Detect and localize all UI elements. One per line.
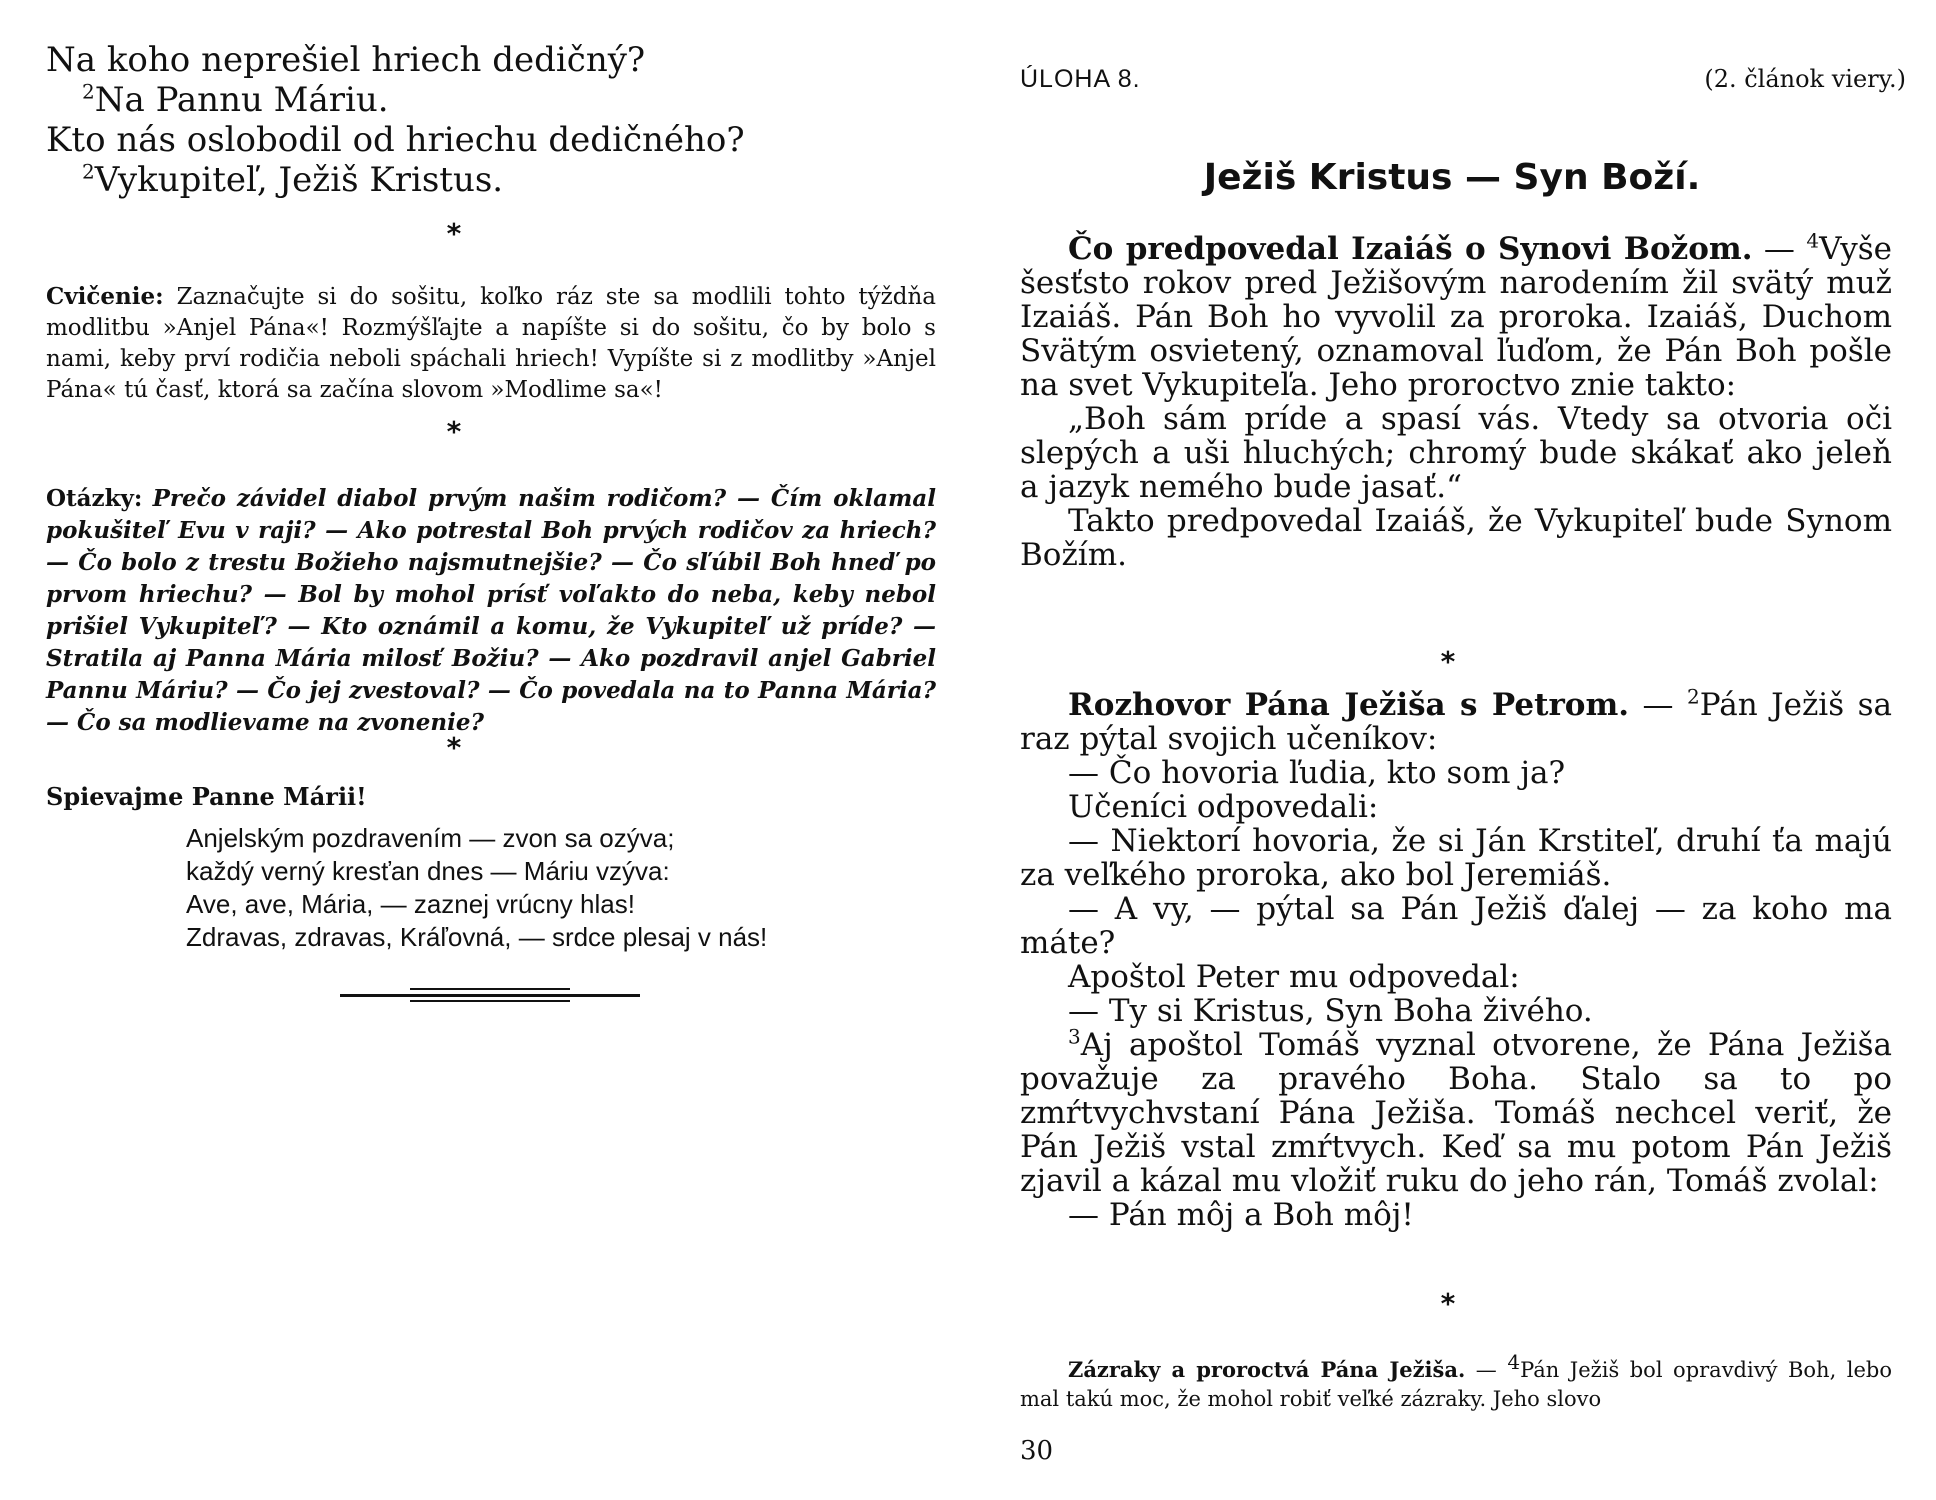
answer-2-text: Vykupiteľ, Ježiš Kristus. bbox=[94, 160, 504, 200]
song-line: Ave, ave, Mária, — zaznej vrúcny hlas! bbox=[186, 889, 635, 919]
song-line: každý verný kresťan dnes — Máriu vzýva: bbox=[186, 856, 670, 886]
miracles-text: Pán Ježiš bol opravdivý Boh, lebo mal takú moc, že mohol robiť veľké zázraky. Jeho slovo bbox=[1020, 1358, 1892, 1411]
star-divider: * bbox=[446, 731, 462, 764]
answer-2 bbox=[46, 160, 926, 200]
exercise-text: Zaznačujte si do sošitu, koľko ráz ste sa modlili tohto týždňa modlitbu »Anjel Pána«! Rozmýšľajte a napíšte si do sošitu, čo by bolo s nami, keby prví rodičia neboli spáchali hriech! Vypíšte si z modlitby »Anjel Pána« tú časť, ktorá sa začína slovom »Modlime sa«! bbox=[46, 284, 936, 403]
right-page bbox=[968, 0, 1936, 1500]
questions-paragraph bbox=[46, 483, 936, 739]
star-divider: * bbox=[1440, 1287, 1456, 1320]
lesson-title: Ježiš Kristus — Syn Boží. bbox=[1203, 157, 1701, 198]
song-line: Anjelským pozdravením — zvon sa ozýva; bbox=[186, 823, 675, 853]
question-2: Kto nás oslobodil od hriechu dedičného? bbox=[46, 120, 745, 160]
answer-1-text: Na Pannu Máriu. bbox=[94, 80, 389, 120]
catechism-qa bbox=[46, 40, 926, 200]
verse-number: 2 bbox=[82, 79, 95, 104]
verse-number: 4 bbox=[1806, 228, 1820, 253]
dialogue-line: — A vy, — pýtal sa Pán Ježiš ďalej — za koho ma máte? bbox=[1020, 891, 1892, 961]
section-peter bbox=[1020, 684, 1892, 1233]
star-divider: * bbox=[1440, 645, 1456, 678]
song-line: Zdravas, zdravas, Kráľovná, — srdce plesaj v nás! bbox=[186, 922, 768, 952]
dialogue-line: — Niektorí hovoria, že si Ján Krstiteľ, druhí ťa majú za veľkého proroka, ako bol Jeremiáš. bbox=[1020, 823, 1892, 893]
page-number: 30 bbox=[1020, 1436, 1054, 1466]
section-isaiah bbox=[1020, 228, 1892, 573]
isaiah-closing: Takto predpovedal Izaiáš, že Vykupiteľ bude Synom Božím. bbox=[1020, 503, 1892, 573]
dialogue-line: Apoštol Peter mu odpovedal: bbox=[1068, 959, 1520, 995]
verse-number: 4 bbox=[1507, 1350, 1521, 1374]
verse-number: 3 bbox=[1068, 1024, 1081, 1049]
dialogue-line: — Čo hovoria ľudia, kto som ja? bbox=[1068, 755, 1566, 791]
section-label: Čo predpovedal Izaiáš o Synovi Božom. bbox=[1068, 231, 1753, 267]
section-miracles: Zázraky a proroctvá Pána Ježiša. — 4Pán Ježiš bol opravdivý Boh, lebo mal takú moc, že mohol robiť veľké zázraky. Jeho slovo bbox=[1020, 1350, 1892, 1411]
verse-number: 2 bbox=[82, 159, 95, 184]
star-divider: * bbox=[446, 217, 462, 250]
article-reference: (2. článok viery.) bbox=[1704, 65, 1906, 93]
question-1: Na koho neprešiel hriech dedičný? bbox=[46, 40, 646, 80]
dialogue-line: Učeníci odpovedali: bbox=[1068, 789, 1379, 825]
end-ornament-rule bbox=[340, 986, 640, 1002]
song-verse bbox=[186, 822, 767, 954]
section-label: Rozhovor Pána Ježiša s Petrom. bbox=[1068, 687, 1630, 723]
thomas-paragraph bbox=[1020, 1024, 1892, 1199]
answer-1 bbox=[46, 80, 926, 120]
questions-label: Otázky: bbox=[46, 485, 143, 512]
exercise-paragraph bbox=[46, 281, 936, 406]
peter-intro-text: Pán Ježiš sa raz pýtal svojich učeníkov: bbox=[1020, 687, 1892, 757]
thomas-text: Aj apoštol Tomáš vyznal otvorene, že Pána Ježiša považuje za pravého Boha. Stalo sa to po zmŕtvychvstaní Pána Ježiša. Tomáš nechcel veriť, že Pán Ježiš vstal zmŕtvych. Keď sa mu potom Pán Ježiš zjavil a kázal mu vložiť ruku do jeho rán, Tomáš zvolal: bbox=[1020, 1027, 1892, 1199]
section-label: Zázraky a proroctvá Pána Ježiša. bbox=[1068, 1357, 1466, 1382]
verse-number: 2 bbox=[1687, 684, 1700, 709]
isaiah-intro: Čo predpovedal Izaiáš o Synovi Božom. — $^4$Vyše šesťsto rokov pred Ježišovým narodením žil svätý muž Izaiáš. Pán Boh ho vyvolil za proroka. Izaiáš, Duchom Svätým osvietený, oznamoval ľuďom, že Pán Boh pošle na svet Vykupiteľa. Jeho proroctvo znie takto: bbox=[1020, 228, 1892, 403]
song-title: Spievajme Panne Márii! bbox=[46, 782, 367, 811]
dialogue-line: — Pán môj a Boh môj! bbox=[1068, 1197, 1414, 1233]
peter-intro: Rozhovor Pána Ježiša s Petrom. — $^2$Pán Ježiš sa raz pýtal svojich učeníkov: bbox=[1020, 684, 1892, 757]
star-divider: * bbox=[446, 415, 462, 448]
exercise-label: Cvičenie: bbox=[46, 283, 164, 310]
isaiah-quote: „Boh sám príde a spasí vás. Vtedy sa otvoria oči slepých a uši hluchých; chromý bude skákať ako jeleň a jazyk nemého bude jasať.“ bbox=[1020, 401, 1892, 505]
questions-text: Prečo závidel diabol prvým našim rodičom? — Čím oklamal pokušiteľ Evu v raji? — Ako potrestal Boh prvých rodičov za hriech? — Čo bolo z trestu Božieho najsmutnejšie? — Čo sľúbil Boh hneď po prvom hriechu? — Bol by mohol prísť voľakto do neba, keby nebol prišiel Vykupiteľ? — Kto oznámil a komu, že Vykupiteľ už príde? — Stratila aj Panna Mária milosť Božiu? — Ako pozdravil anjel Gabriel Pannu Máriu? — Čo jej zvestoval? — Čo povedala na to Panna Mária? — Čo sa modlievame na zvonenie? bbox=[46, 485, 936, 736]
lesson-number: ÚLOHA 8. bbox=[1020, 65, 1141, 93]
dialogue-line: — Ty si Kristus, Syn Boha živého. bbox=[1068, 993, 1593, 1029]
isaiah-intro-text: Vyše šesťsto rokov pred Ježišovým narodením žil svätý muž Izaiáš. Pán Boh ho vyvolil za proroka. Izaiáš, Duchom Svätým osvietený, oznamoval ľuďom, že Pán Boh pošle na svet Vykupiteľa. Jeho proroctvo znie takto: bbox=[1020, 231, 1892, 403]
